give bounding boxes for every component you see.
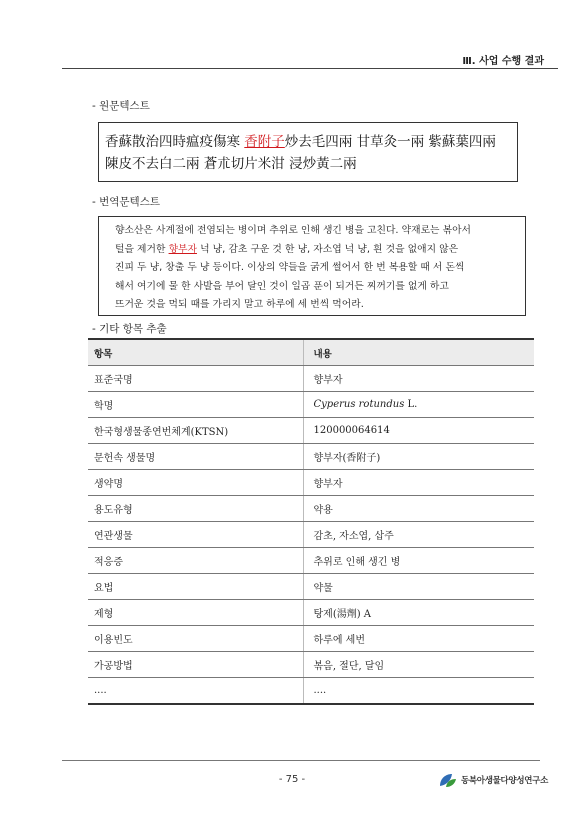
translation-text-label: - 번역문텍스트 <box>92 196 160 208</box>
organization-logo <box>438 772 548 788</box>
column-header-item: 항목 <box>88 339 303 366</box>
row-value: 약물 <box>303 574 534 600</box>
translation-text-box <box>98 216 526 316</box>
table-row <box>88 652 534 678</box>
footer-rule <box>62 760 540 761</box>
row-value: .... <box>303 678 534 705</box>
table-row <box>88 470 534 496</box>
table-row <box>88 366 534 392</box>
table-row <box>88 418 534 444</box>
row-item: 한국형생물종연번체계(KTSN) <box>88 418 303 444</box>
row-item: 이용빈도 <box>88 626 303 652</box>
header-rule <box>62 68 558 69</box>
translation-line-2 <box>115 241 517 260</box>
row-item: 학명 <box>88 392 303 418</box>
table-row <box>88 574 534 600</box>
row-value: 향부자 <box>303 470 534 496</box>
translation-highlight: 향부자 <box>168 243 197 255</box>
table-row <box>88 496 534 522</box>
extraction-table <box>88 338 534 705</box>
row-item: 생약명 <box>88 470 303 496</box>
table-row <box>88 548 534 574</box>
row-item: 문헌속 생물명 <box>88 444 303 470</box>
row-item: 표준국명 <box>88 366 303 392</box>
original-line-1-after: 炒去毛四兩 甘草灸一兩 紫蘇葉四兩 <box>284 134 496 150</box>
original-line-2: 陳皮不去白二兩 蒼朮切片米泔 浸炒黃二兩 <box>105 156 357 172</box>
scientific-name: Cyperus rotundus <box>313 399 405 410</box>
leaf-logo-icon <box>438 772 458 788</box>
table-row <box>88 600 534 626</box>
row-item: .... <box>88 678 303 705</box>
column-header-content: 내용 <box>303 339 534 366</box>
row-item: 제형 <box>88 600 303 626</box>
row-value: 향부자(香附子) <box>303 444 534 470</box>
translation-line-3: 진피 두 냥, 창출 두 냥 등이다. 이상의 약들을 굵게 썰어서 한 번 복용할 때 서 돈씩 <box>115 262 465 274</box>
row-value: 탕제(湯劑) A <box>303 600 534 626</box>
row-value: 향부자 <box>303 366 534 392</box>
original-text-label: - 원문텍스트 <box>92 100 150 112</box>
header-title: Ⅲ. 사업 수행 결과 <box>462 56 544 67</box>
table-row <box>88 522 534 548</box>
original-line-1 <box>105 131 511 153</box>
original-text-box <box>98 122 518 182</box>
translation-line-2-before: 털을 제거한 <box>115 243 169 255</box>
row-item: 적응증 <box>88 548 303 574</box>
row-value: 약용 <box>303 496 534 522</box>
table-row <box>88 626 534 652</box>
original-highlight: 香附子 <box>244 134 285 150</box>
row-item: 용도유형 <box>88 496 303 522</box>
row-value-scientific <box>303 392 534 418</box>
row-value: 하루에 세번 <box>303 626 534 652</box>
original-line-1-before: 香蘇散治四時瘟疫傷寒 <box>105 134 245 150</box>
row-value: 120000064614 <box>303 418 534 444</box>
translation-line-1: 향소산은 사계절에 전염되는 병이며 추위로 인해 생긴 병을 고친다. 약재로는 볶아서 <box>115 225 472 236</box>
translation-line-5: 뜨거운 것을 먹되 때를 가리지 말고 하루에 세 번씩 먹어라. <box>115 299 364 311</box>
table-row <box>88 444 534 470</box>
row-item: 가공방법 <box>88 652 303 678</box>
extraction-label: - 기타 항목 추출 <box>92 323 167 335</box>
row-value: 감초, 자소엽, 삽주 <box>303 522 534 548</box>
table-header-row <box>88 339 534 366</box>
row-item: 요법 <box>88 574 303 600</box>
translation-line-2-after: 넉 냥, 감초 구운 것 한 냥, 자소엽 넉 냥, 흰 것을 없애지 않은 <box>196 243 459 255</box>
table-row <box>88 392 534 418</box>
row-value: 추위로 인해 생긴 병 <box>303 548 534 574</box>
row-item: 연관생물 <box>88 522 303 548</box>
table-row <box>88 678 534 705</box>
organization-name: 동북아생물다양성연구소 <box>460 776 548 786</box>
translation-line-4: 해서 여기에 물 한 사발을 부어 달인 것이 일곱 푼이 되거든 찌꺼기를 없게 하고 <box>115 280 449 292</box>
row-value: 볶음, 절단, 달임 <box>303 652 534 678</box>
scientific-name-author: L. <box>404 399 418 410</box>
page-number: - 75 - <box>278 774 306 785</box>
